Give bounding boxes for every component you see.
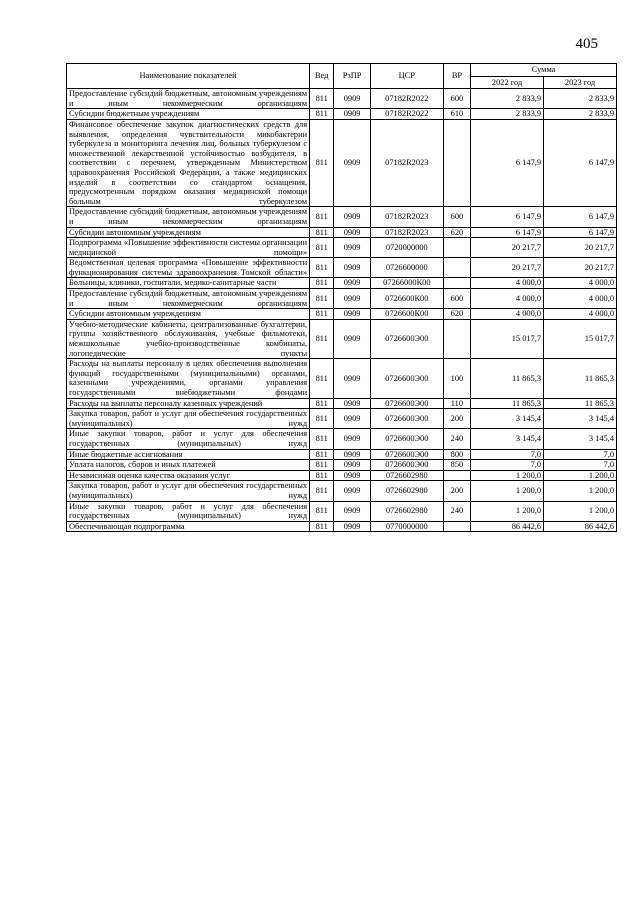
cell-vr: 600 (443, 207, 470, 227)
cell-rzpr: 0909 (334, 359, 370, 398)
cell-ved: 811 (310, 460, 334, 471)
table-row (67, 109, 617, 120)
cell-name: Закупка товаров, работ и услуг для обеспечения государственных (муниципальных) нужд (67, 409, 310, 429)
cell-csr: 0726600000 (370, 258, 443, 278)
cell-csr: 0726600Э00 (370, 319, 443, 358)
cell-rzpr: 0909 (334, 227, 370, 238)
cell-y2023: 6 147,9 (544, 227, 617, 238)
cell-csr: 0726602980 (370, 470, 443, 481)
cell-vr (443, 258, 470, 278)
table-row (67, 207, 617, 227)
cell-rzpr: 0909 (334, 521, 370, 532)
cell-vr (443, 521, 470, 532)
table-row (67, 238, 617, 258)
cell-y2023: 7,0 (544, 460, 617, 471)
table-row (67, 398, 617, 409)
cell-y2022: 3 145,4 (471, 429, 544, 449)
cell-vr: 850 (443, 460, 470, 471)
cell-y2022: 4 000,0 (471, 309, 544, 320)
cell-y2023: 7,0 (544, 449, 617, 460)
cell-ved: 811 (310, 278, 334, 289)
cell-y2022: 2 833,9 (471, 109, 544, 120)
cell-name: Предоставление субсидий бюджетным, автономным учреждениям и иным некоммерческим организациям (67, 207, 310, 227)
cell-rzpr: 0909 (334, 207, 370, 227)
cell-ved: 811 (310, 258, 334, 278)
cell-name: Субсидии автономным учреждениям (67, 227, 310, 238)
cell-y2023: 86 442,6 (544, 521, 617, 532)
cell-y2023: 1 200,0 (544, 470, 617, 481)
table-row (67, 258, 617, 278)
cell-y2023: 2 833,9 (544, 89, 617, 109)
cell-csr: 07182R2022 (370, 89, 443, 109)
cell-y2023: 15 017,7 (544, 319, 617, 358)
cell-y2022: 1 200,0 (471, 501, 544, 521)
cell-vr: 610 (443, 109, 470, 120)
cell-vr: 620 (443, 309, 470, 320)
cell-vr (443, 319, 470, 358)
cell-rzpr: 0909 (334, 470, 370, 481)
cell-ved: 811 (310, 398, 334, 409)
cell-ved: 811 (310, 119, 334, 206)
header-year-2023: 2023 год (544, 76, 617, 89)
cell-vr (443, 238, 470, 258)
table-row (67, 429, 617, 449)
table-row (67, 289, 617, 309)
cell-ved: 811 (310, 359, 334, 398)
cell-y2023: 3 145,4 (544, 409, 617, 429)
cell-csr: 0726600Э00 (370, 460, 443, 471)
cell-csr: 0726600К00 (370, 289, 443, 309)
cell-y2023: 4 000,0 (544, 309, 617, 320)
cell-csr: 07182R2023 (370, 119, 443, 206)
cell-csr: 0726600Э00 (370, 449, 443, 460)
cell-rzpr: 0909 (334, 258, 370, 278)
header-sum: Сумма (471, 64, 617, 77)
cell-name: Предоставление субсидий бюджетным, автономным учреждениям и иным некоммерческим организациям (67, 289, 310, 309)
cell-ved: 811 (310, 207, 334, 227)
cell-ved: 811 (310, 470, 334, 481)
cell-y2023: 11 865,3 (544, 359, 617, 398)
budget-table (66, 63, 617, 532)
cell-ved: 811 (310, 227, 334, 238)
header-csr: ЦСР (370, 64, 443, 89)
cell-vr: 800 (443, 449, 470, 460)
cell-rzpr: 0909 (334, 89, 370, 109)
cell-ved: 811 (310, 238, 334, 258)
cell-csr: 07182R2023 (370, 227, 443, 238)
cell-y2022: 20 217,7 (471, 258, 544, 278)
cell-vr: 600 (443, 89, 470, 109)
cell-y2023: 4 000,0 (544, 289, 617, 309)
cell-name: Ведомственная целевая программа «Повышение эффективности функционирования системы здравоохранения Томской области» (67, 258, 310, 278)
cell-vr: 200 (443, 409, 470, 429)
cell-csr: 07182R2022 (370, 109, 443, 120)
cell-y2023: 11 865,3 (544, 398, 617, 409)
cell-y2022: 7,0 (471, 449, 544, 460)
cell-csr: 07266000К00 (370, 278, 443, 289)
cell-vr: 200 (443, 481, 470, 501)
cell-name: Независимая оценка качества оказания услуг (67, 470, 310, 481)
cell-vr (443, 470, 470, 481)
cell-y2022: 6 147,9 (471, 207, 544, 227)
cell-rzpr: 0909 (334, 460, 370, 471)
table-row (67, 89, 617, 109)
table-row (67, 309, 617, 320)
cell-rzpr: 0909 (334, 109, 370, 120)
cell-y2022: 1 200,0 (471, 470, 544, 481)
cell-y2023: 3 145,4 (544, 429, 617, 449)
cell-rzpr: 0909 (334, 481, 370, 501)
cell-rzpr: 0909 (334, 289, 370, 309)
cell-rzpr: 0909 (334, 398, 370, 409)
table-row (67, 227, 617, 238)
cell-y2022: 3 145,4 (471, 409, 544, 429)
cell-y2023: 6 147,9 (544, 207, 617, 227)
cell-csr: 0726600К00 (370, 309, 443, 320)
cell-ved: 811 (310, 409, 334, 429)
cell-name: Обеспечивающая подпрограмма (67, 521, 310, 532)
table-row (67, 359, 617, 398)
cell-rzpr: 0909 (334, 238, 370, 258)
cell-name: Финансовое обеспечение закупок диагностических средств для выявления, определения чувствительности микобактерии туберкулеза и мониторинга лечения лиц, больных туберкулезом с множественной лекарственной устойчивостью возбудителя, в соответствии с перечнем, утвержденным Министерством здравоохранения Российской Федерации, а также медицинских изделий в соответствии со стандартом оснащения, предусмотренным порядком оказания медицинской помощи больным туберкулезом (67, 119, 310, 206)
cell-csr: 07182R2023 (370, 207, 443, 227)
cell-name: Субсидии автономным учреждениям (67, 309, 310, 320)
cell-y2023: 20 217,7 (544, 258, 617, 278)
cell-csr: 0726602980 (370, 501, 443, 521)
cell-name: Иные закупки товаров, работ и услуг для обеспечения государственных (муниципальных) нужд (67, 429, 310, 449)
cell-ved: 811 (310, 521, 334, 532)
header-ved: Вед (310, 64, 334, 89)
cell-ved: 811 (310, 481, 334, 501)
table-row (67, 449, 617, 460)
cell-vr: 100 (443, 359, 470, 398)
cell-csr: 0726600Э00 (370, 398, 443, 409)
cell-y2022: 11 865,3 (471, 359, 544, 398)
table-row (67, 501, 617, 521)
cell-vr: 240 (443, 501, 470, 521)
cell-vr: 620 (443, 227, 470, 238)
cell-y2023: 2 833,9 (544, 109, 617, 120)
cell-name: Закупка товаров, работ и услуг для обеспечения государственных (муниципальных) нужд (67, 481, 310, 501)
table-row (67, 460, 617, 471)
cell-y2022: 7,0 (471, 460, 544, 471)
cell-csr: 0726600Э00 (370, 409, 443, 429)
cell-rzpr: 0909 (334, 278, 370, 289)
cell-rzpr: 0909 (334, 309, 370, 320)
cell-rzpr: 0909 (334, 319, 370, 358)
cell-ved: 811 (310, 289, 334, 309)
cell-y2022: 11 865,3 (471, 398, 544, 409)
cell-y2023: 1 200,0 (544, 501, 617, 521)
cell-csr: 0726602980 (370, 481, 443, 501)
cell-y2023: 6 147,9 (544, 119, 617, 206)
cell-y2023: 4 000,0 (544, 278, 617, 289)
cell-vr: 110 (443, 398, 470, 409)
table-row (67, 470, 617, 481)
cell-rzpr: 0909 (334, 429, 370, 449)
header-rzpr: РзПР (334, 64, 370, 89)
cell-y2022: 86 442,6 (471, 521, 544, 532)
page-number: 405 (575, 36, 598, 52)
cell-ved: 811 (310, 89, 334, 109)
table-row (67, 119, 617, 206)
cell-ved: 811 (310, 429, 334, 449)
cell-rzpr: 0909 (334, 119, 370, 206)
cell-rzpr: 0909 (334, 501, 370, 521)
cell-name: Расходы на выплаты персоналу казенных учреждений (67, 398, 310, 409)
cell-rzpr: 0909 (334, 449, 370, 460)
cell-y2023: 1 200,0 (544, 481, 617, 501)
cell-name: Иные бюджетные ассигнования (67, 449, 310, 460)
cell-y2022: 20 217,7 (471, 238, 544, 258)
table-row (67, 481, 617, 501)
cell-name: Учебно-методические кабинеты, централизованные бухгалтерии, группы хозяйственного обслуживания, учебные фильмотеки, межшкольные учебно-производственные комбинаты, логопедические пункты (67, 319, 310, 358)
cell-name: Подпрограмма «Повышение эффективности системы организации медицинской помощи» (67, 238, 310, 258)
cell-y2023: 20 217,7 (544, 238, 617, 258)
cell-csr: 0726600Э00 (370, 359, 443, 398)
table-row (67, 319, 617, 358)
cell-vr (443, 119, 470, 206)
cell-name: Расходы на выплаты персоналу в целях обеспечения выполнения функций государственными (муниципальными) органами, казенными учреждениями, органами управления государственными внебюджетными фондами (67, 359, 310, 398)
cell-ved: 811 (310, 449, 334, 460)
cell-name: Уплата налогов, сборов и иных платежей (67, 460, 310, 471)
cell-y2022: 1 200,0 (471, 481, 544, 501)
cell-y2022: 2 833,9 (471, 89, 544, 109)
header-vr: ВР (443, 64, 470, 89)
cell-ved: 811 (310, 319, 334, 358)
cell-name: Субсидии бюджетным учреждениям (67, 109, 310, 120)
header-year-2022: 2022 год (471, 76, 544, 89)
cell-y2022: 15 017,7 (471, 319, 544, 358)
table-row (67, 409, 617, 429)
cell-ved: 811 (310, 501, 334, 521)
table-body (67, 89, 617, 532)
cell-name: Иные закупки товаров, работ и услуг для обеспечения государственных (муниципальных) нужд (67, 501, 310, 521)
cell-rzpr: 0909 (334, 409, 370, 429)
table-row (67, 278, 617, 289)
cell-csr: 0720000000 (370, 238, 443, 258)
table-header (67, 64, 617, 89)
cell-csr: 0726600Э00 (370, 429, 443, 449)
cell-ved: 811 (310, 309, 334, 320)
cell-y2022: 4 000,0 (471, 289, 544, 309)
cell-name: Больницы, клиники, госпитали, медико-санитарные части (67, 278, 310, 289)
cell-vr (443, 278, 470, 289)
cell-y2022: 6 147,9 (471, 227, 544, 238)
cell-y2022: 6 147,9 (471, 119, 544, 206)
table-row (67, 521, 617, 532)
cell-vr: 240 (443, 429, 470, 449)
header-name: Наименование показателей (67, 64, 310, 89)
cell-y2022: 4 000,0 (471, 278, 544, 289)
cell-csr: 0770000000 (370, 521, 443, 532)
cell-vr: 600 (443, 289, 470, 309)
cell-ved: 811 (310, 109, 334, 120)
cell-name: Предоставление субсидий бюджетным, автономным учреждениям и иным некоммерческим организациям (67, 89, 310, 109)
